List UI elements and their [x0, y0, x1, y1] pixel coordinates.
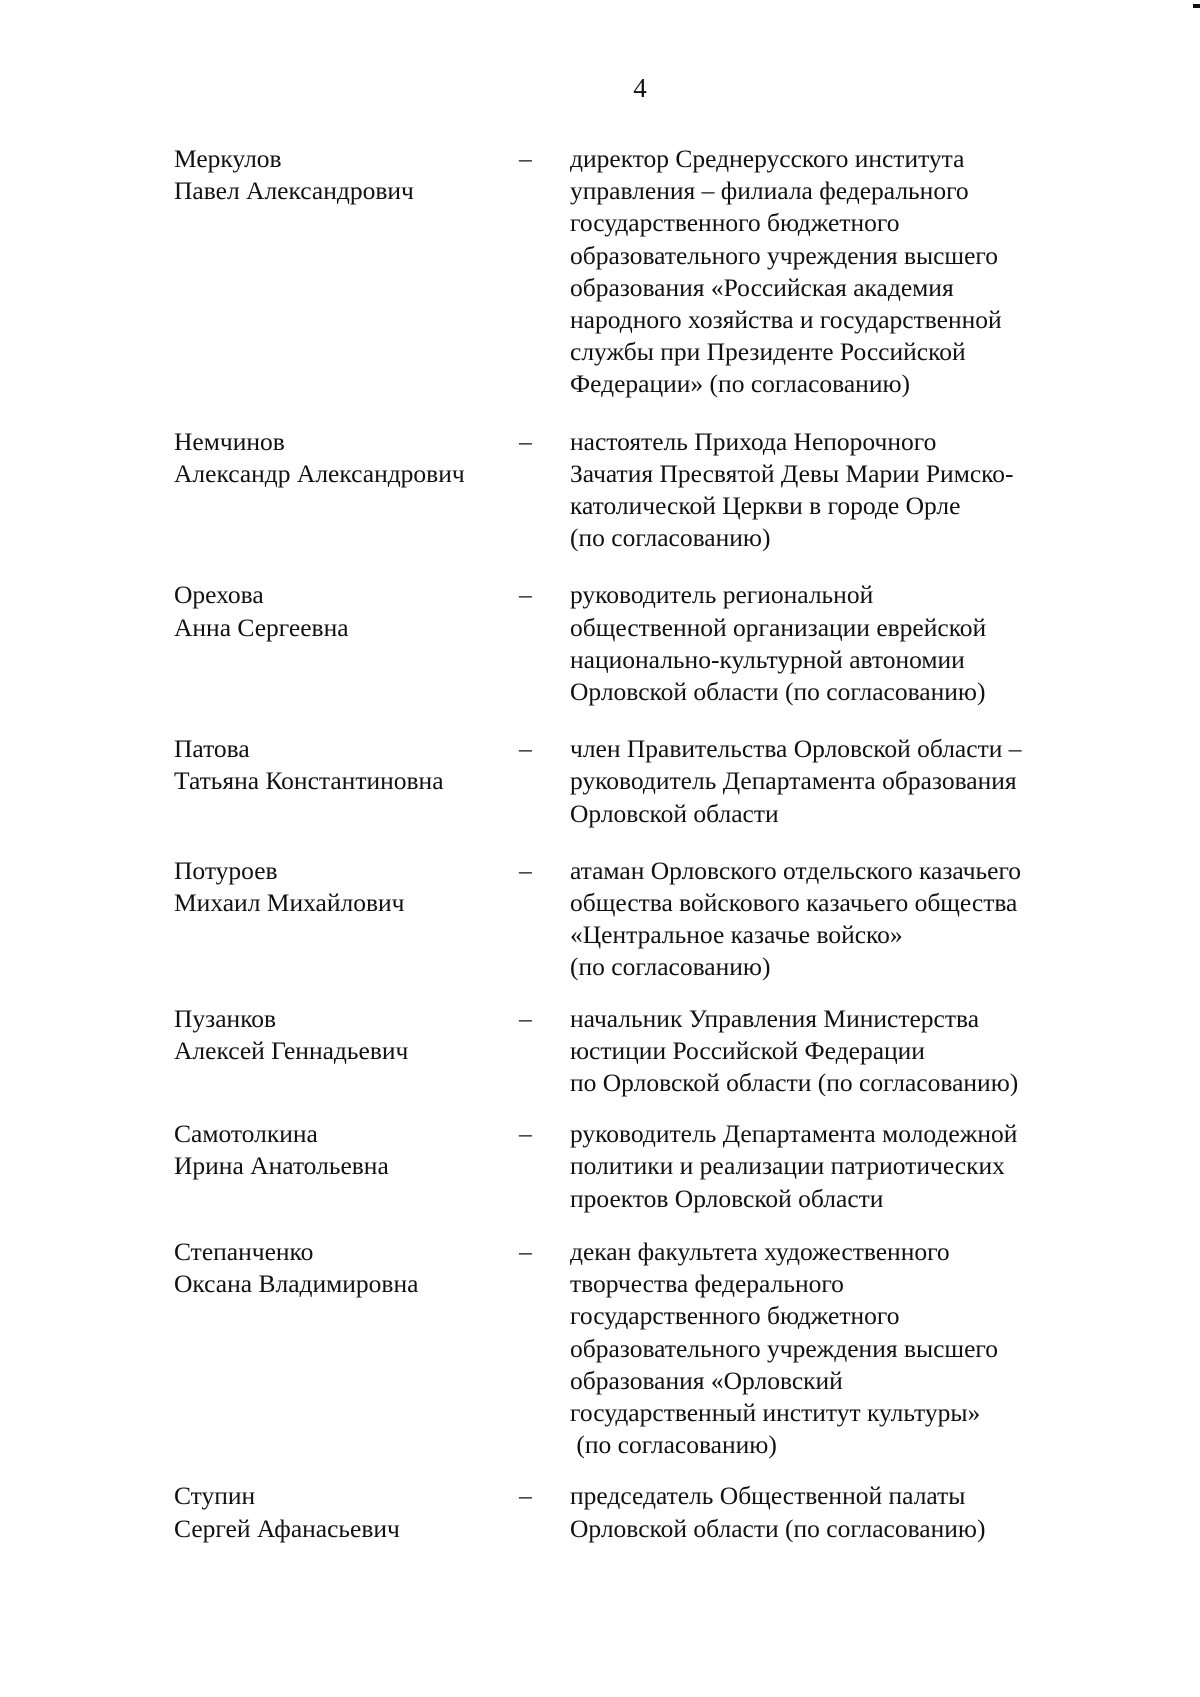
role-line: атаман Орловского отдельского казачьего [570, 855, 1022, 885]
dash-separator: – [519, 734, 532, 764]
member-role [570, 733, 1080, 830]
role-line: государственный институт культуры» [570, 1397, 981, 1427]
dash-separator: – [519, 1119, 532, 1149]
role-line: общественной организации еврейской [570, 612, 987, 642]
member-given-names: Оксана Владимировна [174, 1269, 419, 1299]
member-entry [174, 1003, 1074, 1100]
role-line: Федерации» (по согласованию) [570, 369, 911, 399]
member-entry [174, 733, 1074, 830]
member-name [174, 1236, 519, 1461]
role-line: Орловской области (по согласованию) [570, 1513, 986, 1543]
member-given-names: Ирина Анатольевна [174, 1151, 389, 1181]
dash-separator: – [519, 426, 532, 456]
role-line: (по согласованию) [570, 952, 771, 982]
role-line: государственного бюджетного [570, 1301, 900, 1331]
member-role [570, 143, 1080, 401]
role-line: образовательного учреждения высшего [570, 1333, 998, 1363]
member-role [570, 579, 1080, 708]
role-line: юстиции Российской Федерации [570, 1035, 925, 1065]
member-surname: Степанченко [174, 1236, 314, 1266]
member-surname: Патова [174, 734, 250, 764]
members-list [174, 143, 1074, 1545]
member-role [570, 426, 1080, 555]
member-role [570, 1003, 1080, 1100]
member-name [174, 1480, 519, 1544]
dash-separator: – [519, 1003, 532, 1033]
member-name [174, 1118, 519, 1215]
role-line: член Правительства Орловской области – [570, 734, 1022, 764]
role-line: председатель Общественной палаты [570, 1481, 966, 1511]
role-line: политики и реализации патриотических [570, 1151, 1005, 1181]
role-line: начальник Управления Министерства [570, 1003, 980, 1033]
role-line: проектов Орловской области [570, 1183, 884, 1213]
member-surname: Меркулов [174, 144, 282, 173]
member-role [570, 1236, 1080, 1461]
member-surname: Немчинов [174, 426, 285, 456]
role-line: (по согласованию) [570, 523, 771, 553]
member-name [174, 579, 519, 708]
role-line: образовательного учреждения высшего [570, 240, 998, 270]
role-line: службы при Президенте Российской [570, 337, 966, 367]
member-entry [174, 855, 1074, 984]
member-entry [174, 1118, 1074, 1215]
member-given-names: Михаил Михайлович [174, 888, 405, 918]
member-surname: Самотолкина [174, 1119, 318, 1149]
role-line: католической Церкви в городе Орле [570, 491, 961, 521]
dash-separator: – [519, 144, 532, 173]
member-surname: Орехова [174, 580, 264, 610]
role-line: государственного бюджетного [570, 208, 900, 238]
dash-separator: – [519, 1481, 532, 1511]
member-given-names: Александр Александрович [174, 458, 465, 488]
member-given-names: Алексей Геннадьевич [174, 1035, 409, 1065]
member-role [570, 1480, 1080, 1544]
role-line: директор Среднерусского института [570, 144, 965, 173]
member-given-names: Сергей Афанасьевич [174, 1513, 400, 1543]
member-name [174, 1003, 519, 1100]
member-entry [174, 426, 1074, 555]
member-name [174, 855, 519, 984]
member-entry [174, 1480, 1074, 1544]
dash-separator: – [519, 855, 532, 885]
member-entry [174, 1236, 1074, 1461]
role-line: настоятель Прихода Непорочного [570, 426, 937, 456]
member-role [570, 855, 1080, 984]
role-line: «Центральное казачье войско» [570, 920, 903, 950]
role-line: (по согласованию) [570, 1430, 777, 1460]
role-line: общества войскового казачьего общества [570, 888, 1018, 918]
role-line: Орловской области (по согласованию) [570, 677, 986, 707]
role-line: по Орловской области (по согласованию) [570, 1068, 1019, 1098]
member-role [570, 1118, 1080, 1215]
member-entry [174, 143, 1074, 401]
role-line: Зачатия Пресвятой Девы Марии Римско- [570, 458, 1014, 488]
role-line: образования «Российская академия [570, 272, 954, 302]
role-line: декан факультета художественного [570, 1236, 950, 1266]
member-entry [174, 579, 1074, 708]
dash-separator: – [519, 580, 532, 610]
member-given-names: Анна Сергеевна [174, 612, 349, 642]
role-line: руководитель Департамента образования [570, 766, 1017, 796]
role-line: народного хозяйства и государственной [570, 305, 1002, 335]
member-name [174, 733, 519, 830]
scan-corner-mark [1193, 4, 1200, 8]
member-surname: Ступин [174, 1481, 256, 1511]
member-given-names: Татьяна Константиновна [174, 766, 444, 796]
role-line: управления – филиала федерального [570, 176, 969, 206]
member-surname: Пузанков [174, 1003, 277, 1033]
role-line: руководитель Департамента молодежной [570, 1119, 1018, 1149]
dash-separator: – [519, 1236, 532, 1266]
role-line: творчества федерального [570, 1269, 844, 1299]
member-name [174, 426, 519, 555]
member-name [174, 143, 519, 401]
member-given-names: Павел Александрович [174, 176, 414, 206]
role-line: национально-культурной автономии [570, 644, 965, 674]
role-line: образования «Орловский [570, 1365, 843, 1395]
page-number: 4 [633, 73, 647, 103]
role-line: руководитель региональной [570, 580, 874, 610]
member-surname: Потуроев [174, 855, 278, 885]
role-line: Орловской области [570, 798, 779, 828]
